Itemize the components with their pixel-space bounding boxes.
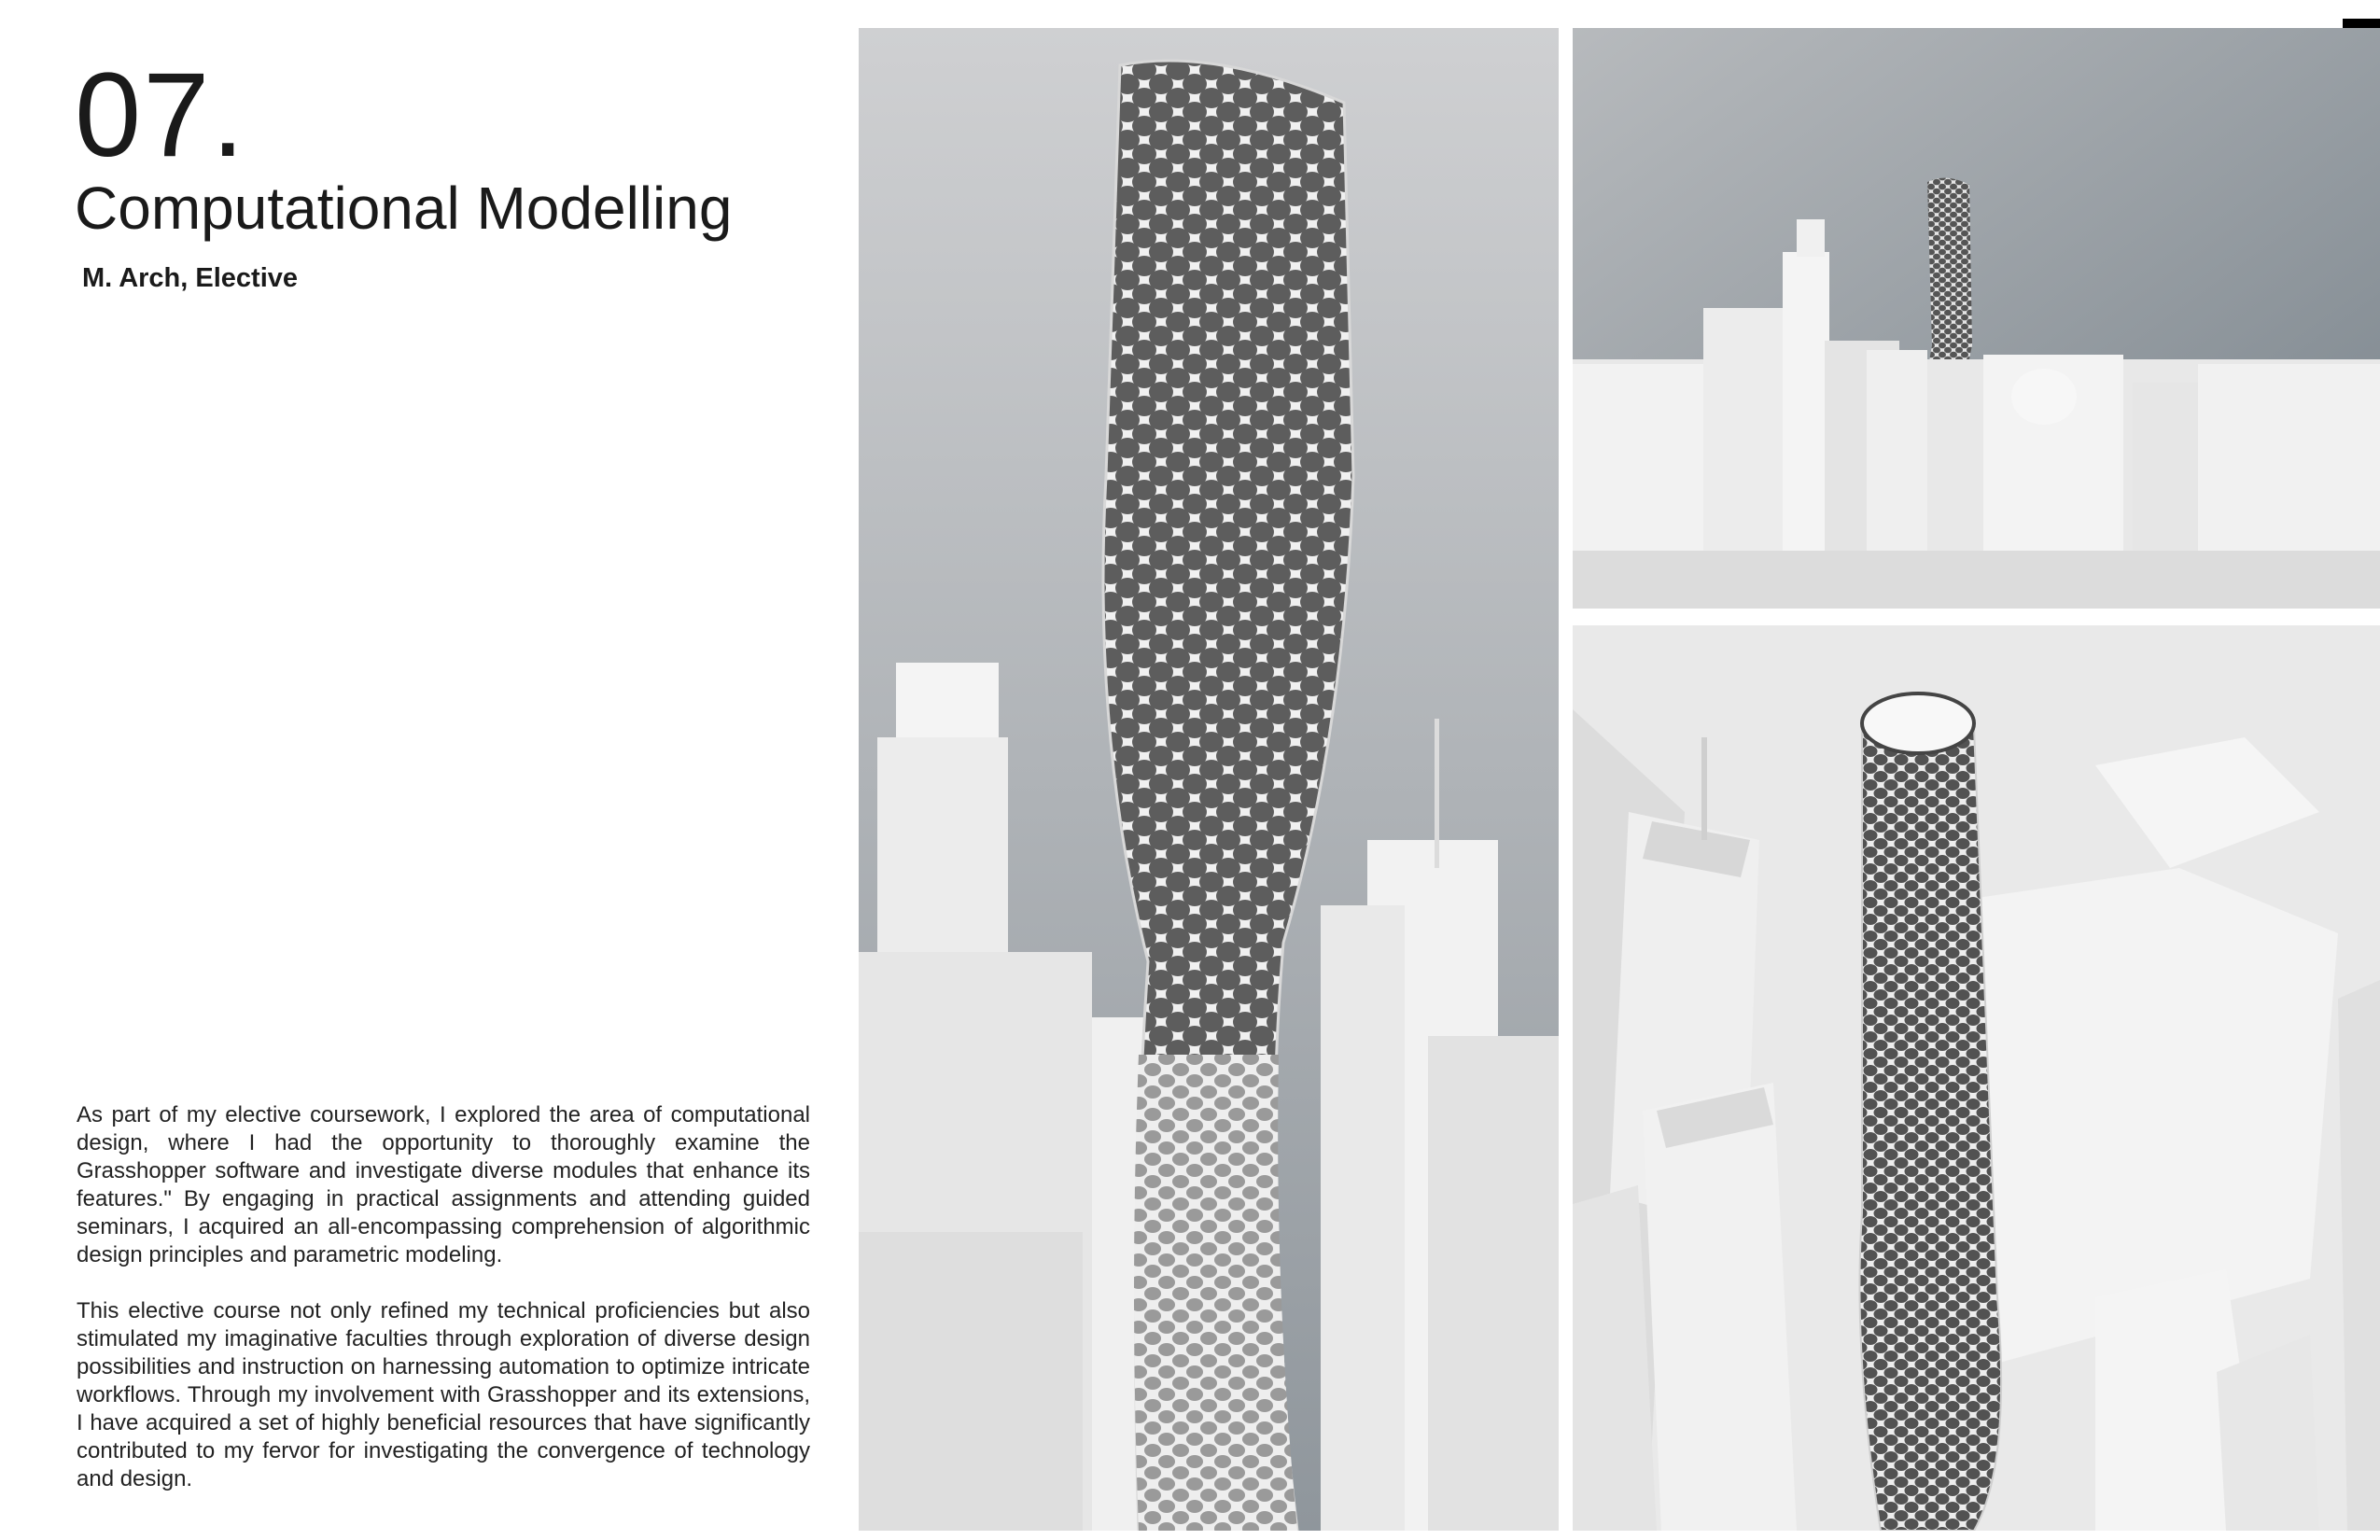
render-image bbox=[859, 28, 1559, 1531]
render-image bbox=[1573, 625, 2380, 1531]
description-paragraph: This elective course not only refined my technical proficiencies but also stimulated my imaginative faculties through exploration of diverse design possibilities and instruction on harnessing automation to optimize intricate workflows. Through my involvement with Grasshopper and its extensions, I have acquired a set of highly beneficial resources that have significantly contributed to my fervor for investigating the convergence of technology and design. bbox=[77, 1298, 810, 1491]
tower-render-street-view bbox=[859, 28, 1559, 1531]
chapter-title: Computational Modelling bbox=[75, 175, 733, 242]
chapter-number: 07. bbox=[75, 49, 246, 182]
description-text bbox=[77, 1101, 810, 1521]
render-image bbox=[1573, 28, 2380, 609]
tower-render-aerial-view bbox=[1573, 625, 2380, 1531]
chapter-subtitle: M. Arch, Elective bbox=[82, 263, 299, 293]
description-paragraph: As part of my elective coursework, I explored the area of computational design, where I had the opportunity to thoroughly examine the Grasshopper software and investigate diverse modules that enhance its features." By engaging in practical assignments and attending guided seminars, I acquired an all-encompassing comprehension of algorithmic design principles and parametric modeling. bbox=[77, 1102, 810, 1267]
tower-render-skyline-view bbox=[1573, 28, 2380, 609]
